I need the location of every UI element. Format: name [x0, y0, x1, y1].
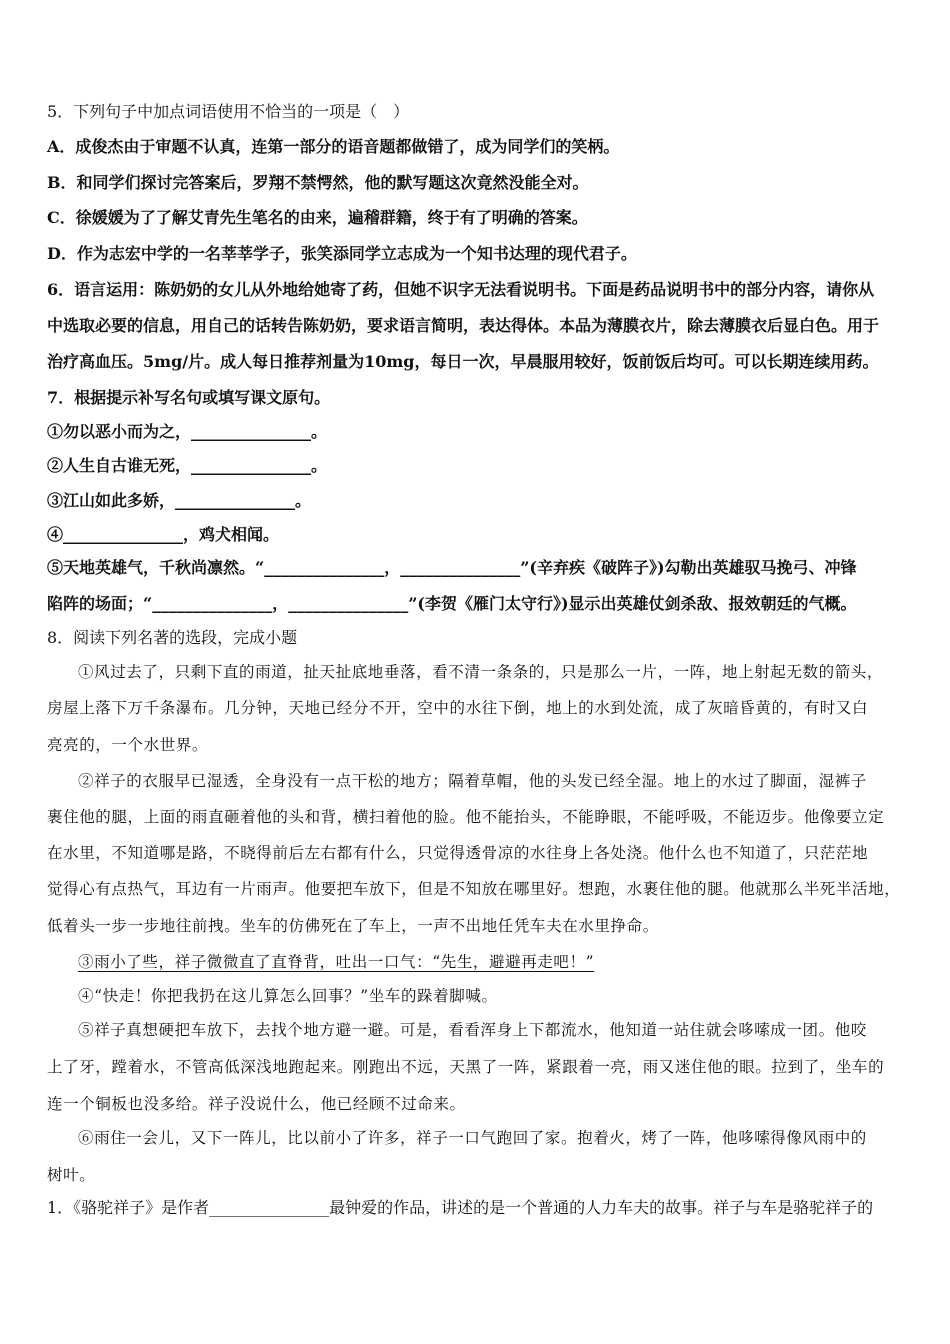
- passage-line: 连一个铜板也没多给。祥子没说什么，他已经顾不过命来。: [47, 1095, 466, 1113]
- option-d: D．作为志宏中学的一名莘莘学子，张笑添同学立志成为一个知书达理的现代君子。: [47, 244, 637, 263]
- sub-question-1: 1．《骆驼祥子》是作者_______________最钟爱的作品，讲述的是一个普通的人力车夫的故事。祥子与车是骆驼祥子的: [47, 1198, 874, 1217]
- question-8-stem: 8．阅读下列名著的选段，完成小题: [47, 628, 298, 647]
- passage-line: ①风过去了，只剩下直的雨道，扯天扯底地垂落，看不清一条条的，只是那么一片，一阵，地上射起无数的箭头，: [78, 663, 884, 681]
- fill-item-3: ③江山如此多娇，_______________。: [47, 491, 312, 510]
- fill-item-2: ②人生自古谁无死，_______________。: [47, 456, 328, 475]
- question-5-stem: 5．下列句子中加点词语使用不恰当的一项是（ ）: [47, 102, 410, 121]
- passage-line: 亮亮的，一个水世界。: [47, 736, 209, 754]
- fill-item-5-cont: 陷阵的场面；“_______________，_______________”(李贺《雁门太守行》)显示出英雄仗剑杀敌、报效朝廷的气概。: [47, 594, 857, 613]
- fill-item-1: ①勿以恶小而为之，_______________。: [47, 422, 328, 441]
- passage-line: 上了牙，蹚着水，不管高低深浅地跑起来。刚跑出不远，天黑了一阵，紧跟着一亮，雨又迷住他的眼。拉到了，坐车的: [47, 1058, 885, 1076]
- passage-line: ④“快走！你把我扔在这儿算怎么回事？”坐车的跺着脚喊。: [78, 987, 498, 1005]
- fill-item-4: ④_______________，鸡犬相闻。: [47, 525, 280, 544]
- passage-line: 在水里，不知道哪是路，不晓得前后左右都有什么，只觉得透骨凉的水往身上各处浇。他什么也不知道了，只茫茫地: [47, 844, 869, 862]
- passage-line: 树叶。: [47, 1166, 96, 1184]
- passage-line: 裹住他的腿，上面的雨直砸着他的头和背，横扫着他的脸。他不能抬头，不能睁眼，不能呼吸，不能迈步。他像要立定: [47, 808, 885, 826]
- question-6-line: 6．语言运用：陈奶奶的女儿从外地给她寄了药，但她不识字无法看说明书。下面是药品说明书中的部分内容，请你从: [47, 280, 875, 299]
- passage-line-underlined: ③雨小了些，祥子微微直了直脊背，吐出一口气：“先生，避避再走吧！”: [78, 953, 595, 971]
- option-a: A．成俊杰由于审题不认真，连第一部分的语音题都做错了，成为同学们的笑柄。: [47, 137, 620, 156]
- option-b: B．和同学们探讨完答案后，罗翔不禁愕然，他的默写题这次竟然没能全对。: [47, 173, 589, 192]
- question-7-stem: 7．根据提示补写名句或填写课文原句。: [47, 388, 331, 407]
- passage-line: ⑥雨住一会儿，又下一阵儿，比以前小了许多，祥子一口气跑回了家。抱着火，烤了一阵，他哆嗦得像风雨中的: [78, 1129, 867, 1147]
- option-c: C．徐媛媛为了了解艾青先生笔名的由来，遍稽群籍，终于有了明确的答案。: [47, 208, 588, 227]
- passage-line: 房屋上落下万千条瀑布。几分钟，天地已经分不开，空中的水往下倒，地上的水到处流，成了灰暗昏黄的，有时又白: [47, 699, 869, 717]
- passage-line: 低着头一步一步地往前拽。坐车的仿佛死在了车上，一声不出地任凭车夫在水里挣命。: [47, 917, 659, 935]
- passage-line: 觉得心有点热气，耳边有一片雨声。他要把车放下，但是不知放在哪里好。想跑，水裹住他的腿。他就那么半死半活地，: [47, 880, 901, 898]
- fill-item-5: ⑤天地英雄气，千秋尚凛然。“_______________，_______________”(辛弃疾《破阵子》)勾勒出英雄驭马挽弓、冲锋: [47, 558, 857, 577]
- passage-line: ②祥子的衣服早已湿透，全身没有一点干松的地方；隔着草帽，他的头发已经全湿。地上的水过了脚面，湿裤子: [78, 772, 867, 790]
- question-6-line: 中选取必要的信息，用自己的话转告陈奶奶，要求语言简明，表达得体。本品为薄膜衣片，除去薄膜衣后显白色。用于: [47, 316, 880, 335]
- question-6-line: 治疗高血压。5mg/片。成人每日推荐剂量为10mg，每日一次，早晨服用较好，饭前饭后均可。可以长期连续用药。: [47, 352, 879, 371]
- passage-line: ⑤祥子真想硬把车放下，去找个地方避一避。可是，看看浑身上下都流水，他知道一站住就会哆嗦成一团。他咬: [78, 1021, 867, 1039]
